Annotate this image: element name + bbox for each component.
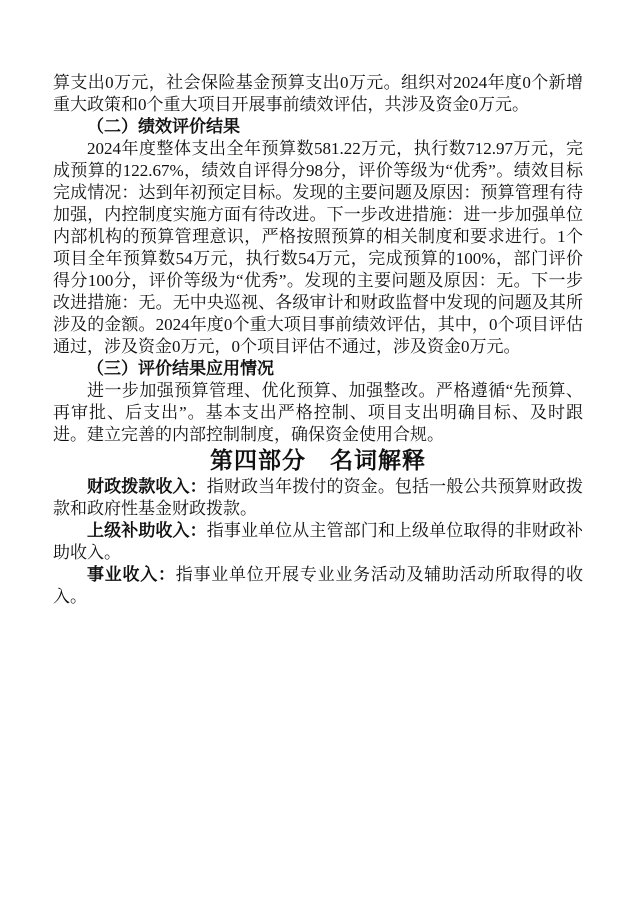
part-title: 第四部分 名词解释 — [210, 448, 426, 473]
definition-item-superior-subsidy-income — [53, 520, 583, 564]
definition-term: 财政拨款收入： — [87, 477, 207, 496]
section-paragraph-performance-evaluation: 2024年度整体支出全年预算数581.22万元，执行数712.97万元，完成预算的122.67%，绩效自评得分98分，评价等级为“优秀”。绩效目标完成情况：达到年初预定目标。发现的主要问题及原因：预算管理有待加强，内控制度实施方面有待改进。下一步改进措施：进一步加强单位内部机构的预算管理意识，严格按照预算的相关制度和要求进行。1个项目全年预算数54万元，执行数54万元，完成预算的100%，部门评价得分100分，评价等级为“优秀”。发现的主要问题及原因：无。下一步改进措施：无。无中央巡视、各级审计和财政监督中发现的问题及其所涉及的金额。2024年度0个重大项目事前绩效评估，其中，0个项目评估通过，涉及资金0万元，0个项目评估不通过，涉及资金0万元。 — [53, 139, 583, 356]
continuation-paragraph: 算支出0万元，社会保险基金预算支出0万元。组织对2024年度0个新增重大政策和0个重大项目开展事前绩效评估，共涉及资金0万元。 — [53, 73, 583, 114]
definition-term: 上级补助收入： — [87, 521, 207, 540]
section-heading-evaluation-result-application: （三）评价结果应用情况 — [87, 359, 274, 378]
definition-text: 指事业单位从主管部门和上级单位取得的非财政补助收入。 — [53, 521, 583, 562]
definition-term: 事业收入： — [87, 565, 176, 584]
definition-item-operational-income — [53, 564, 583, 608]
definition-text: 指事业单位开展专业业务活动及辅助活动所取得的收入。 — [53, 565, 584, 606]
definition-text: 指财政当年拨付的资金。包括一般公共预算财政拨款和政府性基金财政拨款。 — [53, 477, 583, 518]
section-paragraph-evaluation-application: 进一步加强预算管理、优化预算、加强整改。严格遵循“先预算、再审批、后支出”。基本支出严格控制、项目支出明确目标、及时跟进。建立完善的内部控制制度，确保资金使用合规。 — [53, 381, 583, 444]
definition-item-fiscal-appropriation-income — [53, 476, 583, 520]
section-heading-performance-evaluation-results: （二）绩效评价结果 — [87, 117, 240, 136]
